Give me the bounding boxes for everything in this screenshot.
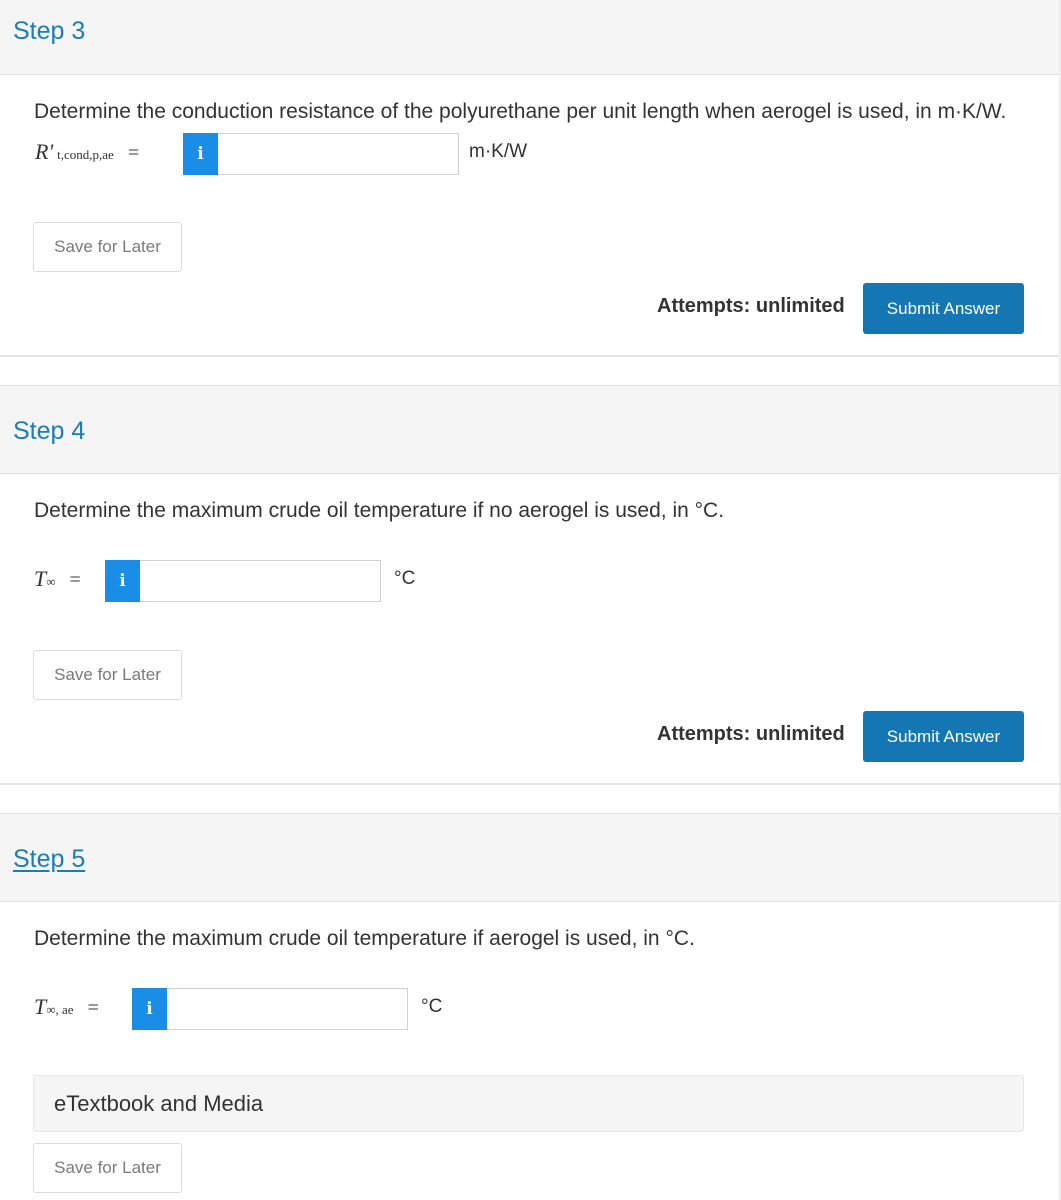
- step-4-header: [0, 385, 1061, 474]
- step-4-unit: °C: [394, 568, 416, 589]
- step-4-submit-button[interactable]: Submit Answer: [863, 711, 1024, 762]
- step-4-attempts: Attempts: unlimited: [657, 723, 845, 745]
- step-4-divider: [0, 783, 1061, 785]
- step-3-submit-button[interactable]: Submit Answer: [863, 283, 1024, 334]
- step-4-question: Determine the maximum crude oil temperature if no aerogel is used, in °C.: [34, 499, 725, 522]
- step-3-unit: m·K/W: [469, 141, 528, 162]
- step-3-info-button[interactable]: i: [183, 133, 218, 175]
- step-3-question: Determine the conduction resistance of the polyurethane per unit length when aerogel is used, in m·K/W.: [34, 100, 1007, 123]
- step-3-answer-input[interactable]: [218, 133, 459, 175]
- step-3-title[interactable]: Step 3: [13, 17, 86, 45]
- step-5-title-link[interactable]: Step 5: [13, 845, 86, 873]
- step-5-header: [0, 813, 1061, 902]
- step-3-variable-label: R' t,cond,p,ae =: [35, 139, 140, 164]
- step-4-title[interactable]: Step 4: [13, 417, 86, 445]
- step-5-unit: °C: [421, 996, 443, 1017]
- step-4-info-button[interactable]: i: [105, 560, 140, 602]
- step-3-header: [0, 0, 1061, 75]
- etextbook-and-media-panel[interactable]: [33, 1075, 1024, 1132]
- step-4-variable-label: T∞ =: [34, 566, 81, 591]
- step-4-save-for-later-button[interactable]: Save for Later: [33, 650, 182, 700]
- step-5-save-for-later-button[interactable]: Save for Later: [33, 1143, 182, 1193]
- step-3-divider: [0, 355, 1061, 357]
- etextbook-and-media-label: eTextbook and Media: [54, 1091, 264, 1116]
- step-5-answer-input[interactable]: [167, 988, 408, 1030]
- step-5-variable-label: T∞, ae =: [34, 994, 99, 1019]
- step-4-answer-input[interactable]: [140, 560, 381, 602]
- step-3-attempts: Attempts: unlimited: [657, 295, 845, 317]
- step-3-save-for-later-button[interactable]: Save for Later: [33, 222, 182, 272]
- step-5-question: Determine the maximum crude oil temperature if aerogel is used, in °C.: [34, 927, 695, 950]
- step-5-info-button[interactable]: i: [132, 988, 167, 1030]
